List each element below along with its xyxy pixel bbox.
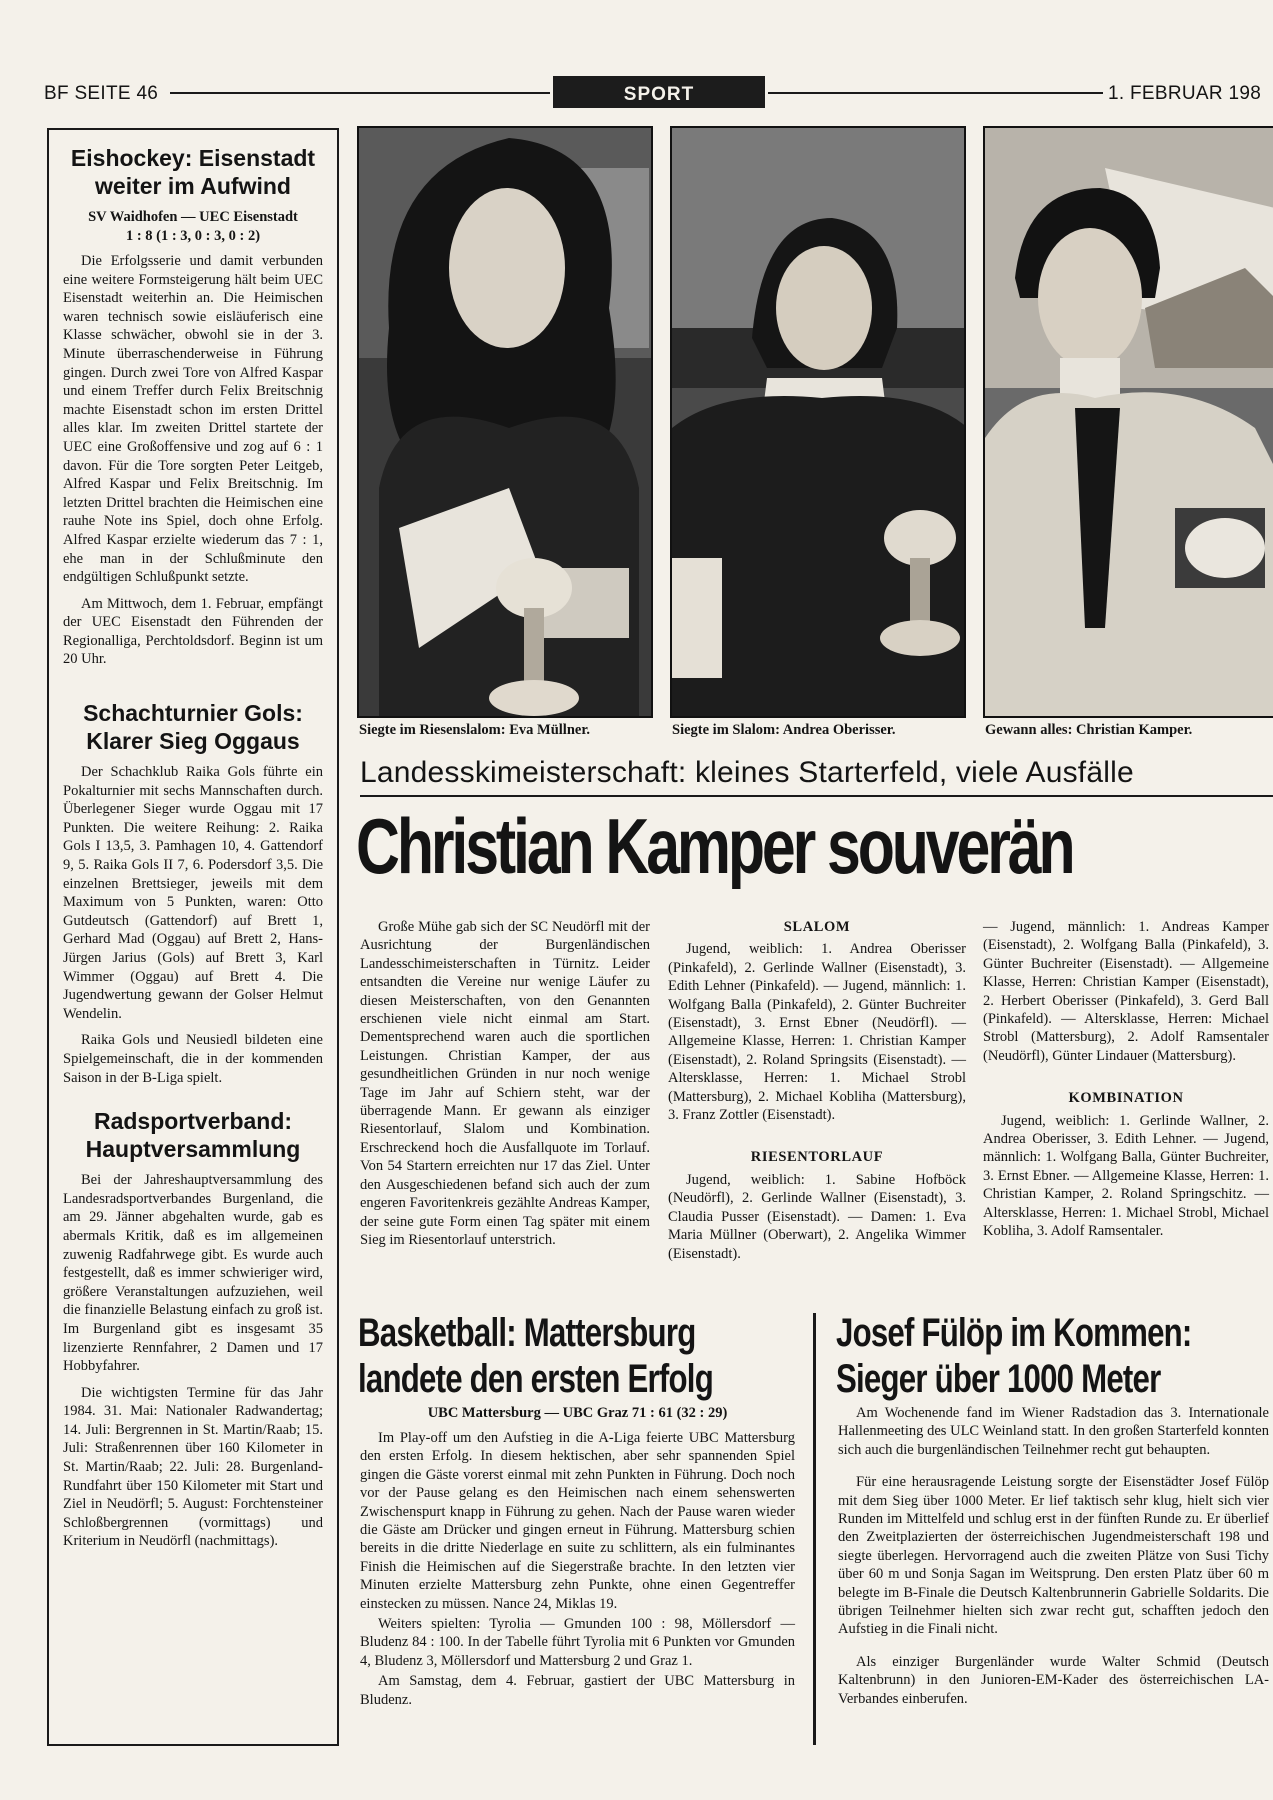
paragraph: Als einziger Burgenländer wurde Walter Schmid (Deutsch Kaltenbrunn) in den Junioren-EM-Kader des österreichischen LA-Verbandes einberufen. <box>838 1653 1269 1707</box>
results-continued: — Jugend, männlich: 1. Andreas Kamper (Eisenstadt), 2. Wolfgang Balla (Pinkafeld), 3. Günter Buchreiter (Eisenstadt). — Allgemeine Klasse, Herren: Christian Kamper (Eisenstadt), 2. Herbert Oberisser (Pinkafeld), 3. Gerd Ball (Pinkafeld). — Altersklasse, Herren: Michael Strobl (Mattersburg), 2. Adolf Ramsentaler (Neudörfl), Günter Lindauer (Mattersburg). <box>983 919 1269 1064</box>
title-line: Josef Fülöp im Kommen: <box>836 1311 1192 1355</box>
article-title-schach <box>63 699 323 755</box>
title-line: landete den ersten Erfolg <box>358 1357 713 1401</box>
main-headline: Christian Kamper souverän <box>356 802 1073 890</box>
paragraph: Am Mittwoch, dem 1. Februar, empfängt der UEC Eisenstadt den Führenden der Regionalliga, Perchtoldsdorf. Beginn ist um 20 Uhr. <box>63 595 323 668</box>
main-article-col1 <box>360 918 650 1255</box>
paragraph: Für eine herausragende Leistung sorgte der Eisenstädter Josef Fülöp mit dem Sieg über 1000 Meter. Er lief taktisch sehr klug, hielt sich vier Runden im Mittelfeld und schlug erst in der fünften Runde zu. Er überlief den Zweitplazierten der österreichischen Jugendmeisterschaft 198 und siegte überlegen. Hervorragend auch die zweiten Plätze von Susi Tichy über 60 m und Sonja Sagan im Weitsprung. Den ersten Platz über 60 m belegte im B-Finale die Deutsch Kaltenbrunnerin Gabrielle Soldarits. Die übrigen Teilnehmer hielten sich zwar recht gut, schafften jedoch den Aufstieg in die Finali nicht. <box>838 1474 1269 1638</box>
page-number: BF SEITE 46 <box>44 83 159 104</box>
paragraph: Große Mühe gab sich der SC Neudörfl mit der Ausrichtung der Burgenländischen Landesschimeisterschaften in Türnitz. Leider entsandten die Vereine nur wenige Läufer zu diesen Meisterschaften, von den Genannten erschienen viele nicht einmal am Start. Dementsprechend waren auch die sportlichen Leistungen. Christian Kamper, der aus gesundheitlichen Gründen in nur noch wenige Tage im Jahr auf Schiern steht, war der überragende Mann. Er gewann als einziger Riesentorlauf, Slalom und Kombination. Erschreckend hoch die Ausfallquote im Torlauf. Von 54 Startern erreichten nur 17 das Ziel. Unter den Ausgeschiedenen befand sich auch der zum engeren Favoritenkreis gezählte Andreas Kamper, der seine gute Form einen Tag später mit einem Sieg im Riesentorlauf unterstrich. <box>360 919 650 1248</box>
kicker-rule <box>360 795 1273 797</box>
issue-date: 1. FEBRUAR 198 <box>1108 83 1262 104</box>
score-line: UBC Mattersburg — UBC Graz 71 : 61 (32 : 29) <box>427 1405 728 1421</box>
title-line: Eishockey: Eisenstadt <box>70 145 316 171</box>
header-rule-right <box>768 92 1103 94</box>
photo-christian-kamper <box>983 126 1273 718</box>
photo-caption: Gewann alles: Christian Kamper. <box>985 722 1193 738</box>
title-line: Hauptversammlung <box>85 1136 301 1163</box>
section-label: SPORT <box>553 76 765 108</box>
paragraph: Am Samstag, dem 4. Februar, gastiert der UBC Mattersburg in Bludenz. <box>360 1673 795 1708</box>
article-kicker: Landesskimeisterschaft: kleines Starterfeld, viele Ausfälle <box>360 756 1134 789</box>
article-title-eishockey <box>63 144 323 200</box>
photo-image <box>985 128 1273 718</box>
photo-eva-muellner <box>357 126 653 718</box>
article-title-fuelop <box>836 1310 1192 1402</box>
section-head-kombination: KOMBINATION <box>1068 1090 1184 1107</box>
article-title-rad <box>63 1107 323 1163</box>
results-riesentorlauf: Jugend, weiblich: 1. Sabine Hofböck (Neudörfl), 2. Gerlinde Wallner (Eisenstadt), 3. Claudia Pusser (Eisenstadt). — Damen: 1. Eva Maria Müllner (Oberwart), 2. Angelika Wimmer (Eisenstadt). <box>668 1171 966 1262</box>
main-article-col3 <box>983 918 1269 1247</box>
paragraph: Raika Gols und Neusiedl bildeten eine Spielgemeinschaft, die in der kommenden Saison in der B-Liga spielt. <box>63 1032 323 1086</box>
photo-caption: Siegte im Riesenslalom: Eva Müllner. <box>359 722 591 738</box>
score-result: 1 : 8 (1 : 3, 0 : 3, 0 : 2) <box>125 228 261 244</box>
title-line: Radsportverband: <box>93 1108 293 1135</box>
fuelop-article <box>838 1404 1269 1714</box>
left-news-box <box>47 128 339 1746</box>
photo-image <box>672 128 966 718</box>
column-divider <box>813 1313 816 1745</box>
paragraph: Bei der Jahreshauptversammlung des Landesradsportverbandes Burgenland, die am 29. Jänner abgehalten wurde, gab es abermals Kritik, daß es im allgemeinen zuwenig Radfahrwege gibt. Es wurde auch festgestellt, daß es immer schwieriger wird, größere Veranstaltungen aufzuziehen, weil die finanzielle Belastung einfach zu groß ist. Im Burgenland gibt es insgesamt 35 lizenzierte Rennfahrer, 2 Damen und 17 Hobbyfahrer. <box>63 1172 323 1375</box>
results-slalom: Jugend, weiblich: 1. Andrea Oberisser (Pinkafeld), 2. Gerlinde Wallner (Eisenstadt), 3. Edith Lehner (Pinkafeld). — Jugend, männlich: 1. Wolfgang Balla (Pinkafeld), 2. Günter Buchreiter (Eisenstadt), 3. Ernst Ebner (Neudörfl). — Allgemeine Klasse, Herren: 1. Christian Kamper (Eisenstadt), 2. Roland Springsits (Eisenstadt). — Altersklasse, Herren: 1. Michael Strobl (Mattersburg), 2. Michael Kobliha (Mattersburg), 3. Franz Zottler (Eisenstadt). <box>668 941 966 1124</box>
photo-image <box>359 128 653 718</box>
title-line: Klarer Sieg Oggaus <box>86 728 300 755</box>
main-article-col2 <box>668 918 966 1269</box>
paragraph: Weiters spielten: Tyrolia — Gmunden 100 : 98, Möllersdorf — Bludenz 84 : 100. In der Tabelle führt Tyrolia mit 6 Punkten vor Gmunden 4, Bludenz 3, Möllersdorf und Mattersburg 2 und Graz 1. <box>360 1616 795 1669</box>
paragraph: Der Schachklub Raika Gols führte ein Pokalturnier mit sechs Mannschaften durch. Überlegener Sieger wurde Oggau mit 17 Punkten. Die weitere Reihung: 2. Raika Gols I 13,5, 3. Pamhagen 10, 4. Gattendorf 9, 5. Raika Gols II 7, 6. Podersdorf 3,5. Die einzelnen Brettsieger, jeweils mit dem Maximum von 5 Punkten, waren: Otto Gutdeutsch (Gattendorf) auf Brett 1, Gerhard Mad (Oggau) auf Brett 2, Hans-Jürgen Jarius (Gols) auf Brett 3, Karl Wimmer (Oggau) auf Brett 4. Die Jugendwertung gewann der Golser Helmut Wendelin. <box>63 764 323 1022</box>
paragraph: Die Erfolgsserie und damit verbunden eine weitere Formsteigerung hält beim UEC Eisenstadt weiterhin an. Die Heimischen waren technisch sowie eisläuferisch eine Klasse schwächer, obwohl sie in der 3. Minute überraschenderweise in Führung gingen. Durch zwei Tore von Alfred Kaspar und einem Treffer durch Felix Breitschnig machte Eisenstadt schon im ersten Drittel alles klar. Im zweiten Drittel startete der UEC eine Großoffensive und zog auf 6 : 1 davon. Für die Tore sorgten Peter Leitgeb, Alfred Kaspar und Felix Breitschnig. Im letzten Drittel brachten die Heimischen eine rauhe Note ins Spiel, doch ohne Erfolg. Alfred Kaspar erzielte wiederum das 7 : 1, ehe man in der Schlußminute den endgültigen Schlußpunkt setzte. <box>63 253 323 586</box>
section-head-riesentorlauf: RIESENTORLAUF <box>750 1149 884 1166</box>
photo-andrea-oberisser <box>670 126 966 718</box>
score-teams: SV Waidhofen — UEC Eisenstadt <box>88 209 298 225</box>
title-line: weiter im Aufwind <box>95 173 291 199</box>
paragraph: Im Play-off um den Aufstieg in die A-Liga feierte UBC Mattersburg den ersten Erfolg. In diesem hektischen, aber sehr spannenden Spiel gingen die Gäste vorerst einmal mit zehn Punkten in Führung. Doch noch vor der Pause gelang es den Heimischen nach einem sehenswerten Zwischenspurt knapp in Führung zu gehen. Nach der Pause waren wieder die Gäste am Drücker und gingen erneut in Führung. Mattersburg schien bereits in die dritte Niederlage en suite zu schlittern, als ein fulminantes Finish die Heimischen auf die Siegerstraße brachte. In den letzten vier Minuten erzielte Mattersburg zehn Punkte, ohne einen Gegentreffer einstecken zu müssen. Nance 24, Miklas 19. <box>360 1430 795 1612</box>
article-title-basketball <box>358 1310 713 1402</box>
title-line: Schachturnier Gols: <box>83 700 303 727</box>
photo-caption: Siegte im Slalom: Andrea Oberisser. <box>672 722 896 738</box>
title-line: Basketball: Mattersburg <box>358 1311 696 1355</box>
paragraph: Die wichtigsten Termine für das Jahr 1984. 31. Mai: Nationaler Radwandertag; 14. Juli: Bergrennen in St. Martin/Raab; 15. Juli: Straßenrennen über 160 Kilometer in St. Martin/Raab; 22. Juli: 28. Burgenland-Rundfahrt über 150 Kilometer mit Start und Ziel in Neudörfl; 5. August: Forchtensteiner Schloßbergrennen (vormittags) und Kriterium in Neudörfl (nachmittags). <box>63 1384 323 1550</box>
paragraph: Am Wochenende fand im Wiener Radstadion das 3. Internationale Hallenmeeting des ULC Weinland statt. In den großen Starterfeld konnten sich auch die burgenländischen Teilnehmer recht gut behaupten. <box>838 1405 1269 1458</box>
basketball-article <box>360 1404 795 1715</box>
results-kombination: Jugend, weiblich: 1. Gerlinde Wallner, 2. Andrea Oberisser, 3. Edith Lehner. — Jugend, männlich: 1. Wolfgang Balla, Günter Buchreiter, 3. Ernst Ebner. — Allgemeine Klasse, Herren: 1. Christian Kamper, 2. Roland Springschitz. — Altersklasse, Herren: 1. Michael Strobl, Michael Kobliha, 3. Adolf Ramsentaler. <box>983 1112 1269 1240</box>
section-head-slalom: SLALOM <box>783 919 851 935</box>
header-rule-left <box>170 92 550 94</box>
score-line <box>63 208 323 246</box>
title-line: Sieger über 1000 Meter <box>836 1357 1161 1401</box>
